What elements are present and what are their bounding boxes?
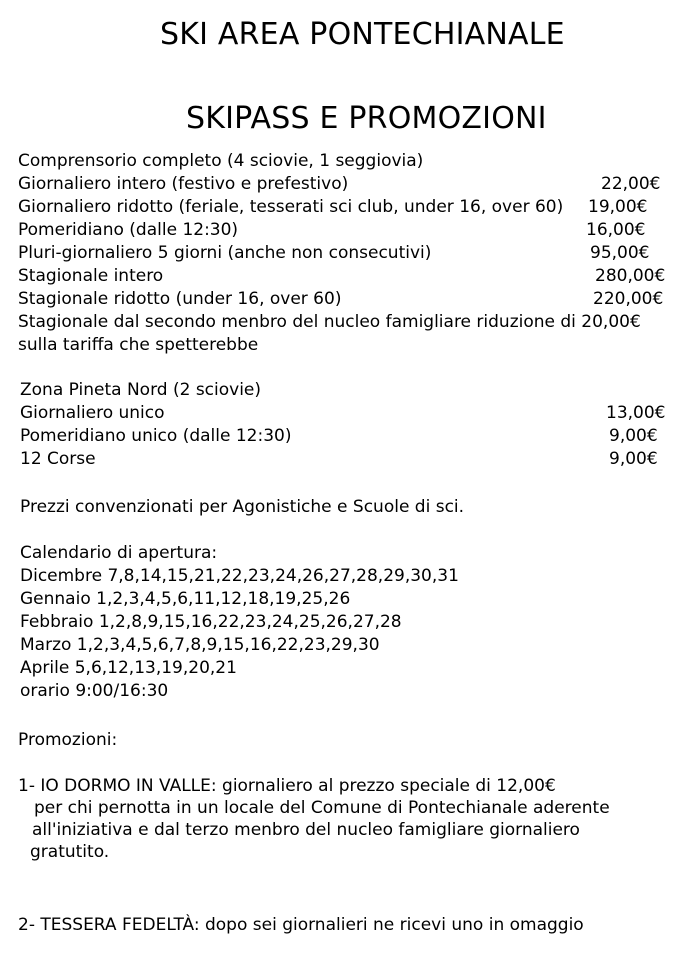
calendar-line: Gennaio 1,2,3,4,5,6,11,12,18,19,25,26 (20, 589, 351, 609)
promo-1-line: all'iniziativa e dal terzo menbro del nucleo famigliare giornaliero (32, 820, 580, 840)
price-row (18, 288, 664, 311)
promo-1-line: gratutito. (30, 842, 110, 862)
price-row-value: 13,00€ (606, 403, 666, 423)
promo-2-description: : dopo sei giornalieri ne ricevi uno in omaggio (193, 915, 584, 935)
price-row-value: 16,00€ (586, 220, 646, 240)
price-row-label: Stagionale intero (18, 266, 164, 286)
price-row-label: Pluri-giornaliero 5 giorni (anche non consecutivi) (18, 243, 432, 263)
price-row-value: 95,00€ (590, 243, 650, 263)
price-row-label: 12 Corse (20, 449, 96, 469)
price-row (18, 242, 658, 265)
conventions-note: Prezzi convenzionati per Agonistiche e Scuole di sci. (20, 497, 465, 517)
price-row-label: Stagionale ridotto (under 16, over 60) (18, 289, 342, 309)
opening-hours: orario 9:00/16:30 (20, 681, 169, 701)
price-row-value: 9,00€ (609, 449, 658, 469)
promo-1-number: 1- (18, 776, 35, 796)
price-row (18, 173, 661, 196)
promo-2 (18, 914, 584, 936)
promo-1-name: IO DORMO IN VALLE (40, 776, 211, 796)
promo-1-line: per chi pernotta in un locale del Comune di Pontechianale aderente (34, 798, 610, 818)
family-note-continued: sulla tariffa che spetterebbe (18, 335, 259, 355)
price-row-label: Pomeridiano unico (dalle 12:30) (20, 426, 292, 446)
price-row (18, 265, 666, 288)
price-row (18, 219, 658, 242)
price-row (20, 402, 666, 425)
price-row (20, 425, 660, 448)
price-row (20, 448, 660, 471)
full-area-heading: Comprensorio completo (4 sciovie, 1 seggiovia) (18, 151, 424, 171)
price-row (18, 196, 658, 219)
price-row-value: 220,00€ (593, 289, 664, 309)
price-row-value: 9,00€ (609, 426, 658, 446)
promo-2-name: TESSERA FEDELTÀ (40, 915, 194, 935)
calendar-line: Aprile 5,6,12,13,19,20,21 (20, 658, 237, 678)
page-subtitle: SKIPASS E PROMOZIONI (186, 101, 547, 136)
calendar-line: Dicembre 7,8,14,15,21,22,23,24,26,27,28,29,30,31 (20, 566, 459, 586)
price-row-label: Giornaliero ridotto (feriale, tesserati sci club, under 16, over 60) (18, 197, 564, 217)
pineta-heading: Zona Pineta Nord (2 sciovie) (20, 380, 262, 400)
price-row-value: 280,00€ (595, 266, 666, 286)
family-note: Stagionale dal secondo menbro del nucleo famigliare riduzione di 20,00€ (18, 312, 641, 332)
calendar-line: Marzo 1,2,3,4,5,6,7,8,9,15,16,22,23,29,30 (20, 635, 380, 655)
price-row-label: Pomeridiano (dalle 12:30) (18, 220, 239, 240)
calendar-line: Febbraio 1,2,8,9,15,16,22,23,24,25,26,27,28 (20, 612, 402, 632)
price-row-value: 19,00€ (588, 197, 648, 217)
promo-2-number: 2- (18, 915, 35, 935)
price-row-value: 22,00€ (601, 174, 661, 194)
promotions-heading: Promozioni: (18, 730, 118, 750)
price-row-label: Giornaliero intero (festivo e prefestivo) (18, 174, 349, 194)
promo-1 (18, 775, 556, 797)
calendar-heading: Calendario di apertura: (20, 543, 218, 563)
promo-1-description: : giornaliero al prezzo speciale di 12,00€ (210, 776, 556, 796)
price-row-label: Giornaliero unico (20, 403, 165, 423)
page-title: SKI AREA PONTECHIANALE (160, 17, 565, 52)
